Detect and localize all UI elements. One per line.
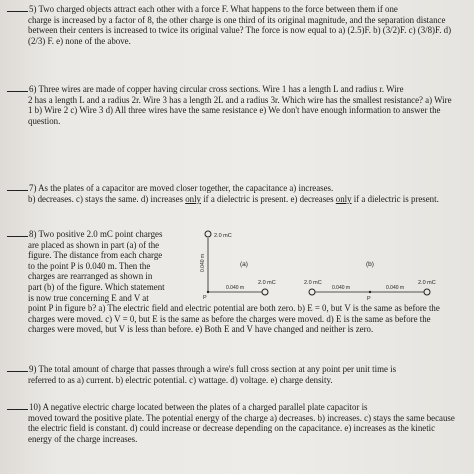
question-text-continued: moved toward the positive plate. The potential energy of the charge a) decreases. b) increases. c) stays the same because the electric field is constant. d) could increase or decrease depending on the capacitance. e) increases as the kinetic energy of the charge increases.: [28, 412, 455, 444]
answer-blank[interactable]: [7, 183, 28, 191]
charge-right-label-a: 2.0 mC: [258, 280, 276, 286]
point-p-a: [207, 291, 209, 293]
question-number: 6): [29, 84, 37, 94]
question-number: 7): [29, 183, 37, 193]
question-10: [7, 402, 455, 444]
question-number: 8): [29, 229, 37, 239]
charges-figure: [200, 226, 450, 306]
question-7: [7, 183, 455, 204]
horizontal-distance-label-b2: 0.040 m: [386, 285, 405, 291]
question-text: As the plates of a capacitor are moved closer together, the capacitance a) increases.: [38, 183, 334, 193]
answer-blank[interactable]: [7, 84, 28, 92]
question-text-line: charges are rearranged as shown in: [28, 271, 153, 282]
vertical-distance-label: 0.040 m: [200, 253, 206, 272]
question-text-line: is now true concerning E and V at: [28, 292, 149, 303]
point-p-label-a: P: [203, 295, 207, 301]
charge-top-label: 2.0 mC: [214, 233, 232, 239]
text-part: if a dielectric is present. e) decreases: [201, 193, 336, 204]
question-number: 10): [29, 402, 41, 412]
point-p-label-b: P: [367, 296, 371, 302]
question-text-continued: 2 has a length L and a radius 2r. Wire 3 has a length 2L and a radius 3r. Which wire has the smallest resistance? a) Wire 1 b) Wire 2 c) Wire 3 d) All three wires have the same resistance e) We don't have enough information to answer the question.: [28, 94, 452, 126]
charge-right-label-b: 2.0 mC: [418, 280, 436, 286]
charge-right-a: [262, 289, 268, 295]
question-text: Three wires are made of copper having circular cross sections. Wire 1 has a length L and radius r. Wire: [38, 84, 404, 94]
question-6: [7, 84, 455, 126]
question-text: A negative electric charge located between the plates of a charged parallel plate capacitor is: [42, 402, 368, 412]
question-text: The total amount of charge that passes through a wire's full cross section at any point per unit time is: [38, 364, 397, 374]
question-text-line: part (b) of the figure. Which statement: [28, 281, 165, 292]
text-part: b) decreases. c) stays the same. d) increases: [28, 193, 186, 204]
answer-blank[interactable]: [7, 364, 28, 372]
point-p-b: [369, 291, 371, 293]
question-5: [7, 4, 455, 46]
question-9: [7, 364, 455, 385]
horizontal-distance-label-a: 0.040 m: [226, 285, 245, 291]
charge-right-b: [424, 289, 430, 295]
answer-blank[interactable]: [7, 4, 28, 12]
question-text-line: figure. The distance from each charge: [28, 250, 163, 261]
answer-blank[interactable]: [7, 229, 28, 237]
question-text-continued: point P in figure b? a) The electric field and electric potential are both zero. b) E = 0, but V is the same as before the charges were moved. c) V = 0, but E is the same as before the charges were moved. d) E is the same as before the charges were moved, but V is less than before. e) Both E and V have changed and neither is zero.: [28, 303, 440, 335]
question-text-continued: [7, 194, 455, 205]
horizontal-distance-label-b1: 0.040 m: [332, 285, 351, 291]
question-text-continued: charge is increased by a factor of 8, the other charge is one third of its original magnitude, and the separation distance between their centers is increased to twice its original value? The force is now equal to a) (2.5)F. b) (3/2)F. c) (3/8)F. d) (2/3) F. e) none of the above.: [28, 14, 452, 46]
underlined-word: only: [185, 193, 201, 204]
question-text-continued: referred to as a) current. b) electric potential. c) wattage. d) voltage. e) charge density.: [28, 374, 333, 385]
part-a-label: (a): [240, 261, 248, 268]
charge-top-a: [205, 231, 211, 237]
question-text: Two charged objects attract each other with a force F. What happens to the force between them if one: [38, 4, 398, 14]
question-number: 9): [29, 364, 37, 374]
charge-left-b: [309, 289, 315, 295]
question-text-line: to the point P is 0.040 m. Then the: [28, 260, 151, 271]
underlined-word: only: [335, 193, 352, 204]
text-part: if a dielectric is present.: [351, 193, 439, 204]
question-text-line: Two positive 2.0 mC point charges: [38, 229, 163, 239]
question-text-line: are placed as shown in part (a) of the: [28, 239, 160, 250]
answer-blank[interactable]: [7, 402, 28, 410]
question-number: 5): [29, 4, 37, 14]
part-b-label: (b): [366, 261, 374, 268]
charge-left-label-b: 2.0 mC: [304, 280, 322, 286]
